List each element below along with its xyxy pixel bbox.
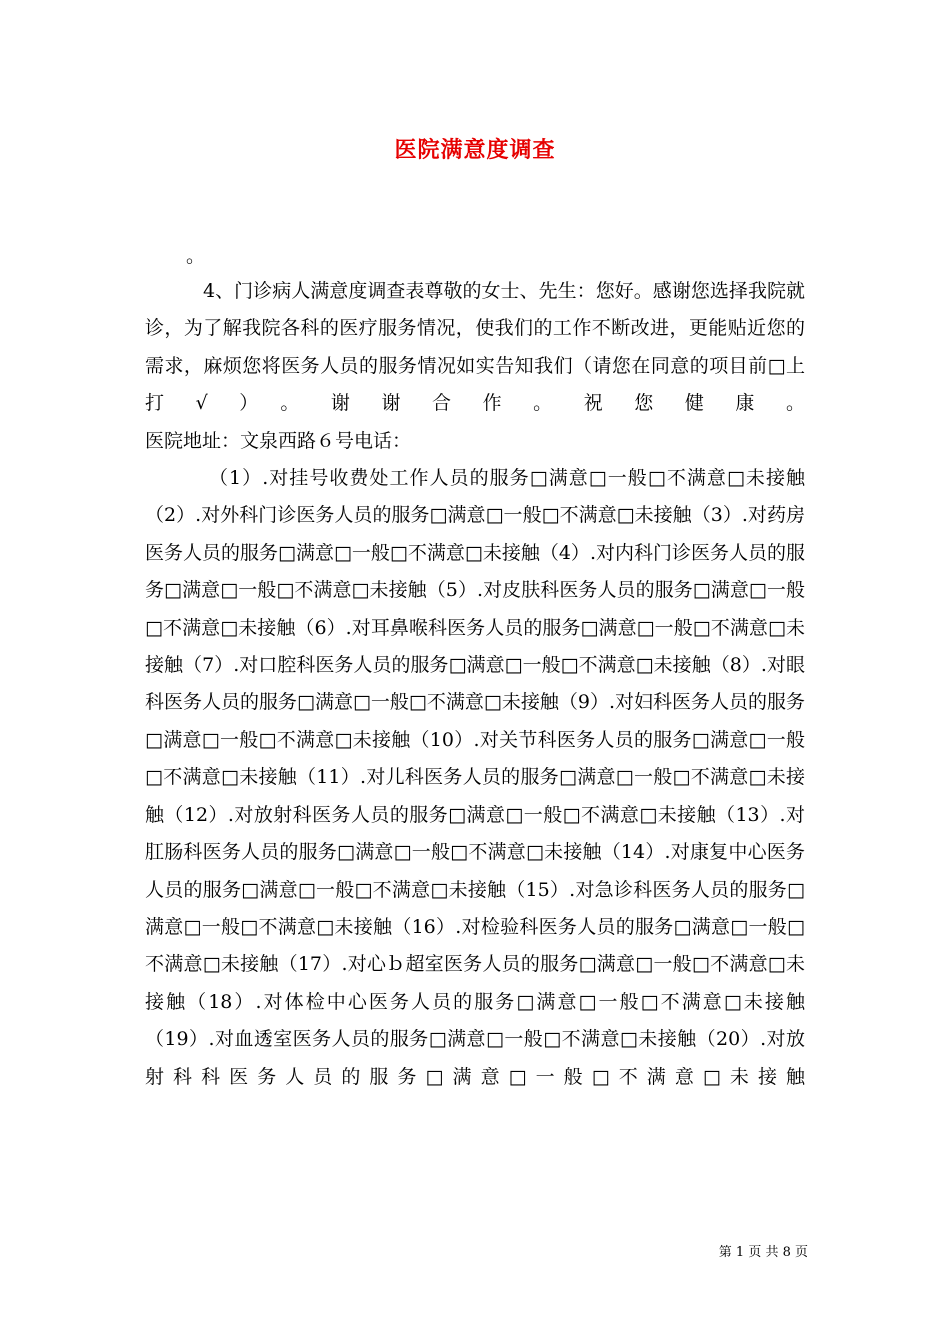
intro-paragraph: 4、门诊病人满意度调查表尊敬的女士、先生：您好。感谢您选择我院就诊，为了解我院各科的医疗服务情况，使我们的工作不断改进，更能贴近您的需求，麻烦您将医务人员的服务情况如实告知我们（请您在同意的项目前□上打√）。谢谢合作。祝您健康。	[145, 280, 805, 415]
leading-mark: 。	[186, 245, 206, 267]
page-title: 医院满意度调查	[394, 137, 556, 163]
page-number-footer: 第 1 页 共 8 页	[718, 1245, 808, 1260]
survey-items-paragraph: （1）.对挂号收费处工作人员的服务□满意□一般□不满意□未接触（2）.对外科门诊医务人员的服务□满意□一般□不满意□未接触（3）.对药房医务人员的服务□满意□一般□不满意□未接触（4）.对内科门诊医务人员的服务□满意□一般□不满意□未接触（5）.对皮肤科医务人员的服务□满意□一般□不满意□未接触（6）.对耳鼻喉科医务人员的服务□满意□一般□不满意□未接触（7）.对口腔科医务人员的服务□满意□一般□不满意□未接触（8）.对眼科医务人员的服务□满意□一般□不满意□未接触（9）.对妇科医务人员的服务□满意□一般□不满意□未接触（10）.对关节科医务人员的服务□满意□一般□不满意□未接触（11）.对儿科医务人员的服务□满意□一般□不满意□未接触（12）.对放射科医务人员的服务□满意□一般□不满意□未接触（13）.对肛肠科医务人员的服务□满意□一般□不满意□未接触（14）.对康复中心医务人员的服务□满意□一般□不满意□未接触（15）.对急诊科医务人员的服务□满意□一般□不满意□未接触（16）.对检验科医务人员的服务□满意□一般□不满意□未接触（17）.对心ｂ超室医务人员的服务□满意□一般□不满意□未接触（18）.对体检中心医务人员的服务□满意□一般□不满意□未接触（19）.对血透室医务人员的服务□满意□一般□不满意□未接触（20）.对放射科科医务人员的服务□满意□一般□不满意□未接触	[145, 467, 805, 1088]
address-line: 医院地址：文泉西路６号电话：	[145, 429, 412, 452]
document-body	[145, 273, 805, 1096]
